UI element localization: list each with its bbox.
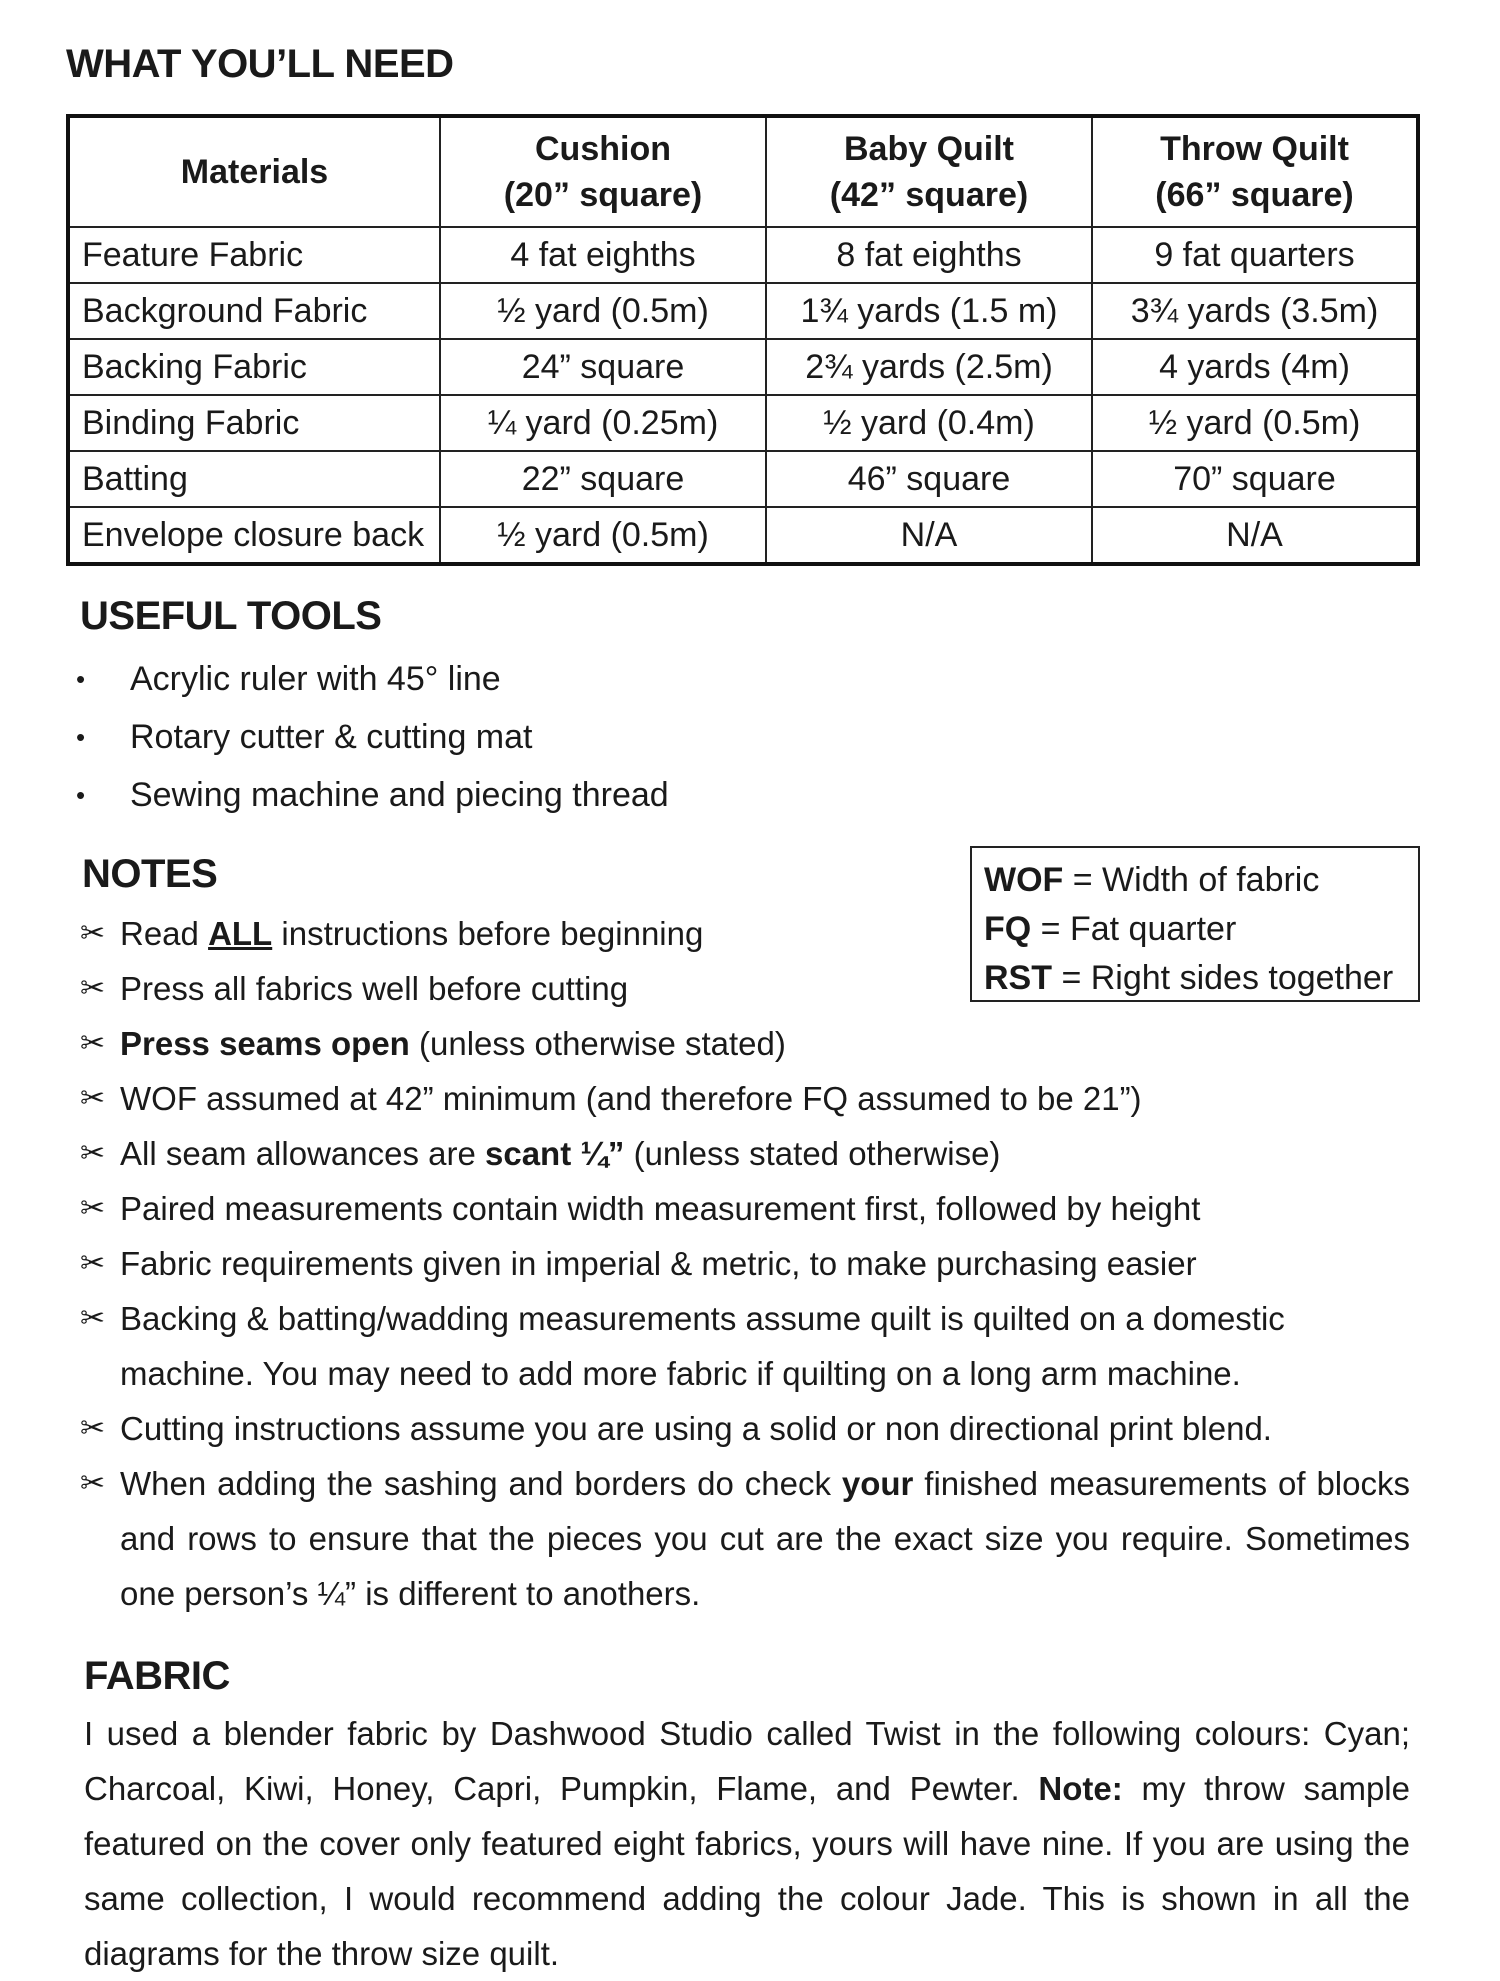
bullet-icon: • [76,664,86,694]
table-row [68,395,1418,451]
quantity-cell: ½ yard (0.5m) [440,283,766,339]
column-header-line: (42” square) [829,176,1029,214]
table-row [68,227,1418,283]
quantity-cell: N/A [766,507,1092,564]
text-run: (unless otherwise stated) [409,1025,786,1062]
list-item [66,650,669,708]
table-row [68,507,1418,564]
text-run: Cutting instructions assume you are using a solid or non directional print blend. [120,1410,1272,1447]
materials-table [66,114,1420,566]
text-run: Paired measurements contain width measurement first, followed by height [120,1190,1201,1227]
quantity-cell: N/A [1092,507,1418,564]
list-item [80,1126,1410,1181]
tool-label: Sewing machine and piecing thread [130,776,669,814]
quantity-cell: 9 fat quarters [1092,227,1418,283]
table-header-row [68,116,1418,227]
abbreviation-meaning: = Fat quarter [1031,910,1237,948]
fabric-paragraph [84,1706,1410,1981]
scissors-icon: ✂ [80,972,106,1005]
scissors-icon: ✂ [80,1302,106,1335]
list-item [80,1456,1410,1621]
column-header [1092,116,1418,227]
scissors-icon: ✂ [80,1467,106,1500]
abbreviation-term: FQ [984,910,1032,948]
column-header [766,116,1092,227]
material-name-cell: Background Fabric [68,283,440,339]
text-run: my throw sample featured on the cover only featured eight fabrics, yours will have nine. If you are using the same collection, I would recommend adding the colour Jade. This is shown in all the diagrams for the throw size quilt. [84,1770,1410,1972]
bold-text: Press seams open [120,1025,410,1062]
list-item [80,906,1410,961]
quantity-cell: 22” square [440,451,766,507]
material-name-cell: Envelope closure back [68,507,440,564]
text-run: finished measurements of blocks and rows to ensure that the pieces you cut are the exact size you require. Sometimes one person’s ¼” is different to anothers. [120,1465,1410,1612]
abbreviation-term: WOF [984,861,1064,899]
page-title: WHAT YOU’LL NEED [66,42,454,86]
quantity-cell: ½ yard (0.5m) [440,507,766,564]
list-item [66,766,669,824]
scissors-icon: ✂ [80,917,106,950]
quantity-cell: ½ yard (0.5m) [1092,395,1418,451]
bold-text: ALL [208,915,273,952]
text-run: I used a blender fabric by Dashwood Studio called Twist in the following colours: Cyan; Charcoal, Kiwi, Honey, Capri, Pumpkin, Flame, and Pewter. [84,1715,1410,1807]
table-row [68,283,1418,339]
material-name-cell: Feature Fabric [68,227,440,283]
quantity-cell: 4 fat eighths [440,227,766,283]
scissors-icon: ✂ [80,1082,106,1115]
text-run: (unless stated otherwise) [624,1135,1001,1172]
abbreviation-entry [984,856,1406,905]
material-name-cell: Backing Fabric [68,339,440,395]
quantity-cell: ¼ yard (0.25m) [440,395,766,451]
text-run: All seam allowances are [120,1135,485,1172]
scissors-icon: ✂ [80,1412,106,1445]
quantity-cell: 8 fat eighths [766,227,1092,283]
column-header-line: Baby Quilt [843,130,1015,168]
table-row [68,339,1418,395]
column-header-line: (66” square) [1155,176,1354,214]
quantity-cell: ½ yard (0.4m) [766,395,1092,451]
text-run: Press all fabrics well before cutting [120,970,629,1007]
scissors-icon: ✂ [80,1027,106,1060]
quantity-cell: 1¾ yards (1.5 m) [766,283,1092,339]
table-row [68,451,1418,507]
list-item [66,708,669,766]
list-item [80,1401,1410,1456]
column-header-line: (20” square) [503,176,703,214]
column-header-line: Materials [180,153,329,191]
quantity-cell: 46” square [766,451,1092,507]
list-item [80,961,1410,1016]
list-item [80,1181,1410,1236]
material-name-cell: Binding Fabric [68,395,440,451]
column-header-line: Cushion [535,130,671,168]
tool-label: Rotary cutter & cutting mat [130,718,533,756]
abbreviation-term: RST [984,959,1052,997]
column-header-line: Throw Quilt [1160,130,1349,168]
list-item [80,1071,1410,1126]
notes-list [80,906,1410,1621]
fabric-heading: FABRIC [84,1654,230,1698]
bold-text: Note: [1038,1770,1123,1807]
column-header [68,116,440,227]
text-run: Fabric requirements given in imperial & metric, to make purchasing easier [120,1245,1197,1282]
text-run: instructions before beginning [272,915,704,952]
material-name-cell: Batting [68,451,440,507]
bullet-icon: • [76,780,86,810]
notes-heading: NOTES [82,852,218,896]
text-run: Backing & batting/wadding measurements assume quilt is quilted on a domestic machine. You may need to add more fabric if quilting on a long arm machine. [120,1300,1285,1392]
tools-list [66,650,669,824]
tool-label: Acrylic ruler with 45° line [130,660,501,698]
bold-text: your [841,1465,914,1502]
abbreviation-meaning: = Width of fabric [1063,861,1320,899]
text-run: Read [120,915,209,952]
scissors-icon: ✂ [80,1137,106,1170]
bullet-icon: • [76,722,86,752]
quantity-cell: 4 yards (4m) [1092,339,1418,395]
column-header [440,116,766,227]
abbreviation-meaning: = Right sides together [1052,959,1394,997]
quantity-cell: 24” square [440,339,766,395]
quantity-cell: 3¾ yards (3.5m) [1092,283,1418,339]
text-run: When adding the sashing and borders do check [120,1465,842,1502]
list-item [80,1236,1410,1291]
list-item [80,1291,1410,1401]
text-run: WOF assumed at 42” minimum (and therefore FQ assumed to be 21”) [120,1080,1142,1117]
useful-tools-heading: USEFUL TOOLS [80,594,382,638]
list-item [80,1016,1410,1071]
bold-text: scant ¼” [485,1135,625,1172]
scissors-icon: ✂ [80,1247,106,1280]
scissors-icon: ✂ [80,1192,106,1225]
quantity-cell: 70” square [1092,451,1418,507]
quantity-cell: 2¾ yards (2.5m) [766,339,1092,395]
